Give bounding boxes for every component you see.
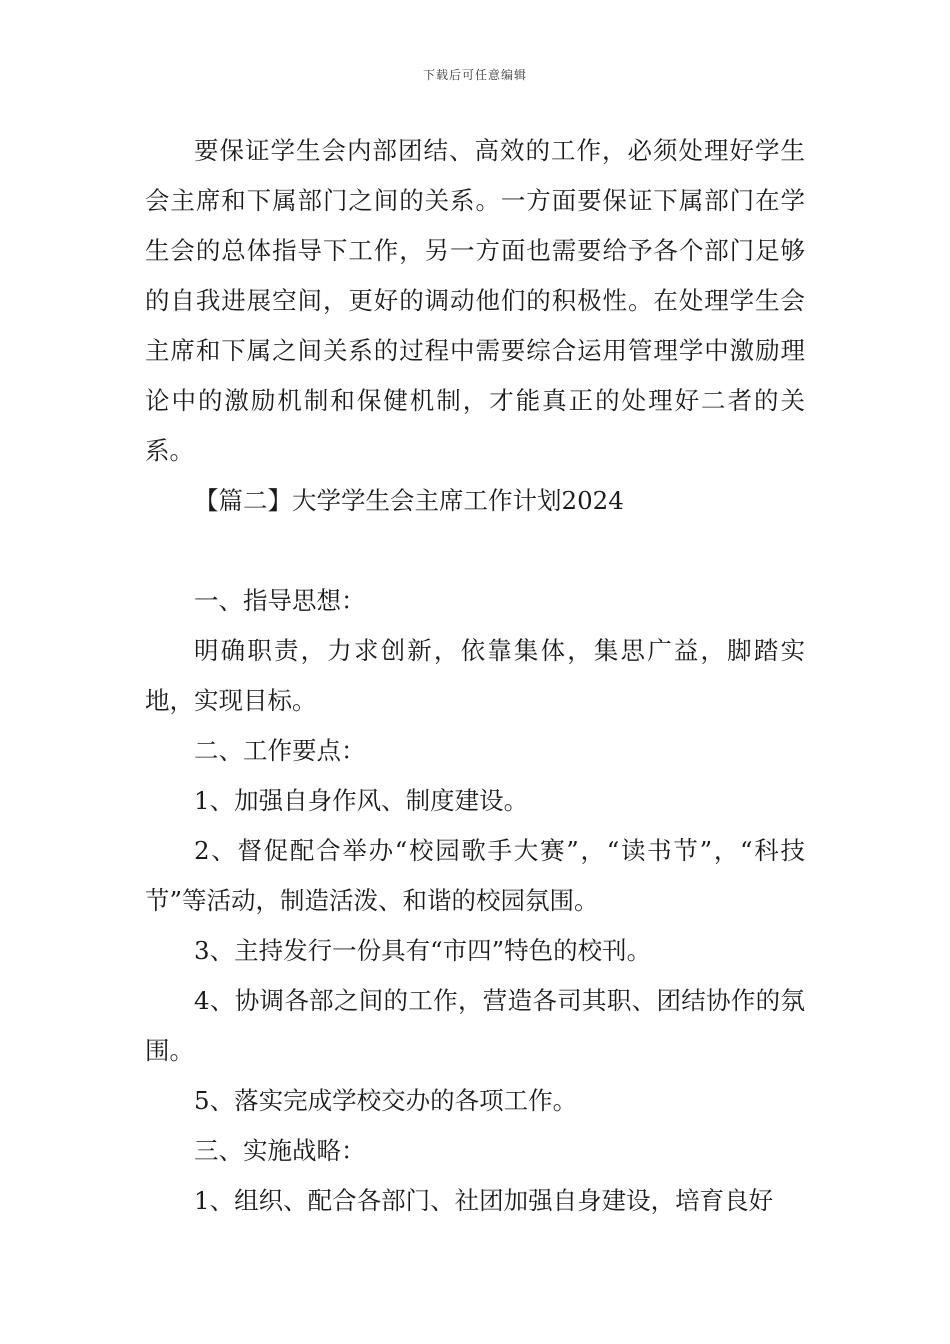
paragraph-guiding-ideology: 明确职责，力求创新，依靠集体，集思广益，脚踏实地，实现目标。: [145, 636, 805, 715]
list-item: 4、协调各部之间的工作，营造各司其职、团结协作的氛围。: [145, 986, 805, 1065]
section-title: 【篇二】大学学生会主席工作计划2024: [194, 486, 624, 515]
list-item: 2、督促配合举办“校园歌手大赛”，“读书节”，“科技节”等活动，制造活泼、和谐的校园氛围。: [145, 836, 805, 915]
heading-work-points: 二、工作要点：: [194, 736, 366, 765]
paragraph-intro: 要保证学生会内部团结、高效的工作，必须处理好学生会主席和下属部门之间的关系。一方面要保证下属部门在学生会的总体指导下工作，另一方面也需要给予各个部门足够的自我进展空间，更好的调动他们的积极性。在处理学生会主席和下属之间关系的过程中需要综合运用管理学中激励理论中的激励机制和保健机制，才能真正的处理好二者的关系。: [145, 136, 805, 465]
heading-guiding-ideology: 一、指导思想：: [194, 586, 366, 615]
list-item: 1、组织、配合各部门、社团加强自身建设，培育良好: [194, 1186, 774, 1215]
page-header: 下载后可任意编辑: [422, 68, 527, 82]
list-item: 5、落实完成学校交办的各项工作。: [194, 1086, 578, 1115]
list-item: 3、主持发行一份具有“市四”特色的校刊。: [194, 936, 652, 965]
blank-line: [145, 526, 805, 576]
heading-strategy: 三、实施战略：: [194, 1136, 366, 1165]
list-item: 1、加强自身作风、制度建设。: [194, 786, 529, 815]
document-body: [145, 126, 805, 1226]
